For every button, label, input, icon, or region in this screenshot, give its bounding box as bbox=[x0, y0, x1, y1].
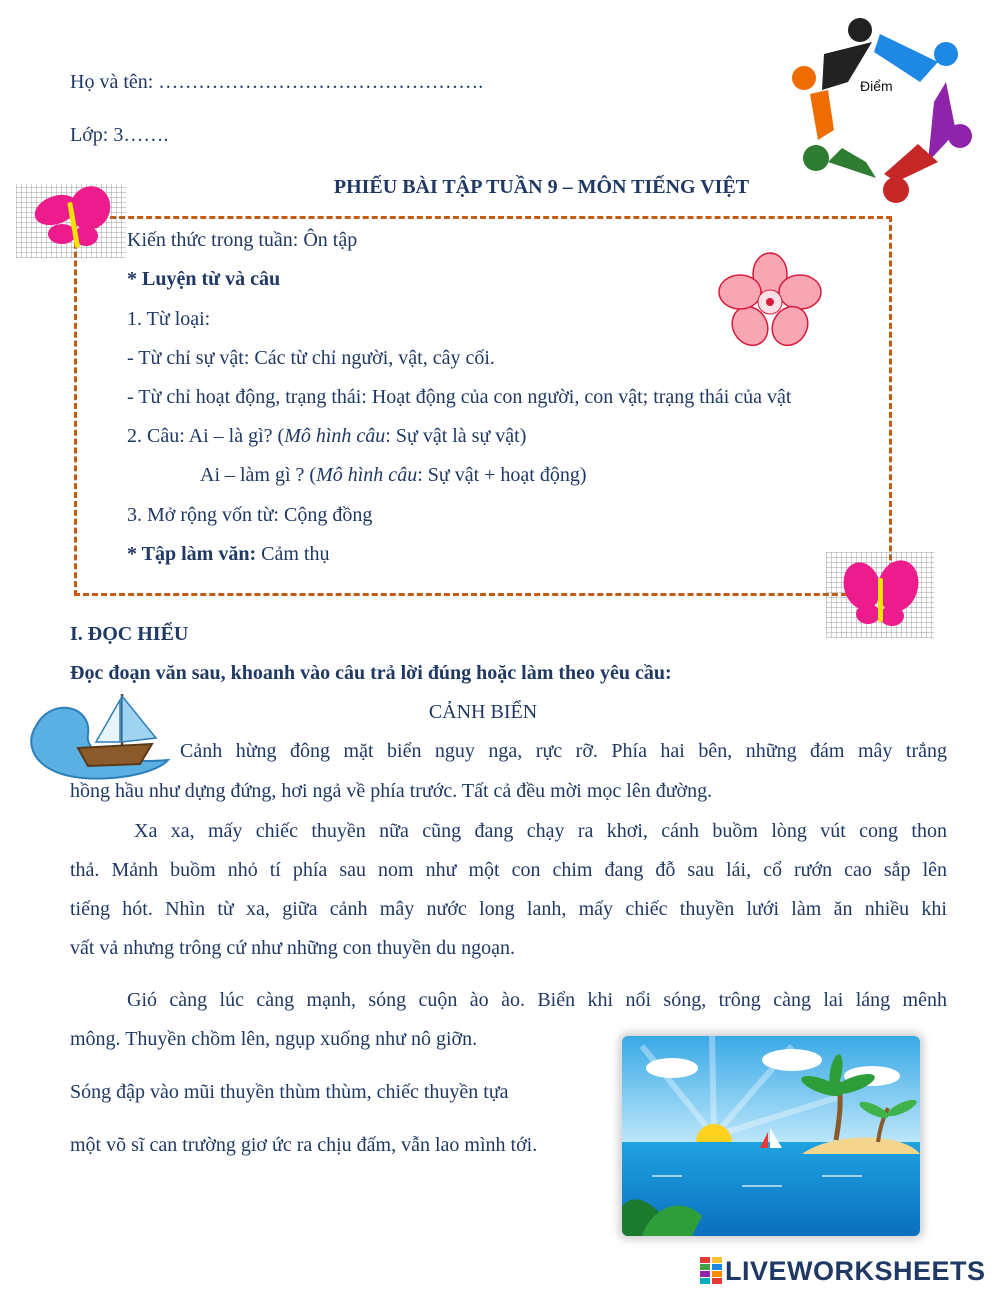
class-line: Lớp: 3……. bbox=[70, 124, 169, 146]
reading-heading: I. ĐỌC HIỂU bbox=[70, 623, 189, 645]
summary-item-2-suffix: : Sự vật là sự vật) bbox=[385, 425, 527, 447]
student-name-line: Họ và tên: …………………………………………. bbox=[70, 71, 484, 93]
summary-item-3: 3. Mở rộng vốn từ: Cộng đồng bbox=[127, 504, 373, 526]
beach-illustration bbox=[622, 1036, 920, 1236]
summary-item-2 bbox=[127, 425, 526, 448]
flower-sticker bbox=[718, 252, 822, 348]
summary-intro: Kiến thức trong tuần: Ôn tập bbox=[127, 229, 358, 251]
summary-item-2b bbox=[200, 464, 587, 487]
passage-line-2: hồng hầu như dựng đứng, hơi ngả về phía trước. Tất cả đều mời mọc lên đường. bbox=[70, 780, 713, 802]
passage-line-4: thả. Mảnh buồm nhỏ tí phía sau nom như một con chim đang đỗ sau lái, cổ rướn cao sắp lên bbox=[70, 859, 947, 881]
summary-item-2-prefix: 2. Câu: Ai – là gì? ( bbox=[127, 425, 285, 447]
passage-line-10: một võ sĩ can trường giơ ức ra chịu đấm, vẫn lao mình tới. bbox=[70, 1134, 538, 1156]
passage-line-5: tiếng hót. Nhìn từ xa, giữa cảnh mây nước long lanh, mấy chiếc thuyền lưới làm ăn nhiều khi bbox=[70, 898, 947, 920]
summary-item-1b: - Từ chỉ hoạt động, trạng thái: Hoạt động của con người, con vật; trạng thái của vật bbox=[127, 386, 792, 408]
section-words-sentences: * Luyện từ và câu bbox=[127, 268, 281, 290]
reading-instruction: Đọc đoạn văn sau, khoanh vào câu trả lời đúng hoặc làm theo yêu cầu: bbox=[70, 662, 672, 684]
summary-item-2b-prefix: Ai – làm gì ? ( bbox=[200, 464, 317, 486]
passage-line-3: Xa xa, mấy chiếc thuyền nữa cũng đang chạy ra khơi, cánh buồm lòng vút cong thon bbox=[134, 820, 947, 842]
boat-sticker bbox=[22, 686, 178, 790]
butterfly-sticker bbox=[16, 184, 126, 258]
flower-icon bbox=[718, 252, 822, 348]
score-label: Điểm bbox=[860, 78, 893, 94]
passage-title: CẢNH BIỂN bbox=[428, 701, 538, 723]
passage-line-7: Gió càng lúc càng mạnh, sóng cuộn ào ào. Biển khi nổi sóng, trông càng lai láng mênh bbox=[127, 989, 947, 1011]
boat-icon bbox=[22, 686, 178, 790]
butterfly-sticker-2 bbox=[826, 552, 934, 638]
summary-writing bbox=[127, 543, 329, 566]
summary-item-2b-model: Mô hình câu bbox=[316, 464, 418, 486]
writing-value: Cảm thụ bbox=[261, 543, 330, 565]
butterfly-icon bbox=[16, 184, 126, 258]
butterfly-icon-2 bbox=[826, 552, 934, 638]
summary-item-1a: - Từ chỉ sự vật: Các từ chỉ người, vật, cây cối. bbox=[127, 347, 495, 369]
summary-item-2-model: Mô hình câu bbox=[284, 425, 386, 447]
passage-line-8: mông. Thuyền chồm lên, ngụp xuống như nô giỡn. bbox=[70, 1028, 478, 1050]
summary-item-1: 1. Từ loại: bbox=[127, 308, 211, 330]
page-title: PHIẾU BÀI TẬP TUẦN 9 – MÔN TIẾNG VIỆT bbox=[333, 176, 750, 198]
beach-scene-image bbox=[622, 1036, 920, 1236]
liveworksheets-logo bbox=[700, 1254, 995, 1288]
summary-item-2b-suffix: : Sự vật + hoạt động) bbox=[417, 464, 587, 486]
passage-line-6: vất vả nhưng trông cứ như những con thuyền du ngoạn. bbox=[70, 937, 515, 959]
writing-label: * Tập làm văn: bbox=[127, 543, 257, 565]
liveworksheets-logo-text: LIVEWORKSHEETS bbox=[725, 1255, 986, 1286]
passage-line-9: Sóng đập vào mũi thuyền thùm thùm, chiếc thuyền tựa bbox=[70, 1081, 509, 1103]
liveworksheets-logo-icon bbox=[700, 1257, 722, 1285]
passage-line-1: Cảnh hừng đông mặt biển nguy nga, rực rỡ. Phía hai bên, những đám mây trắng bbox=[180, 740, 947, 762]
